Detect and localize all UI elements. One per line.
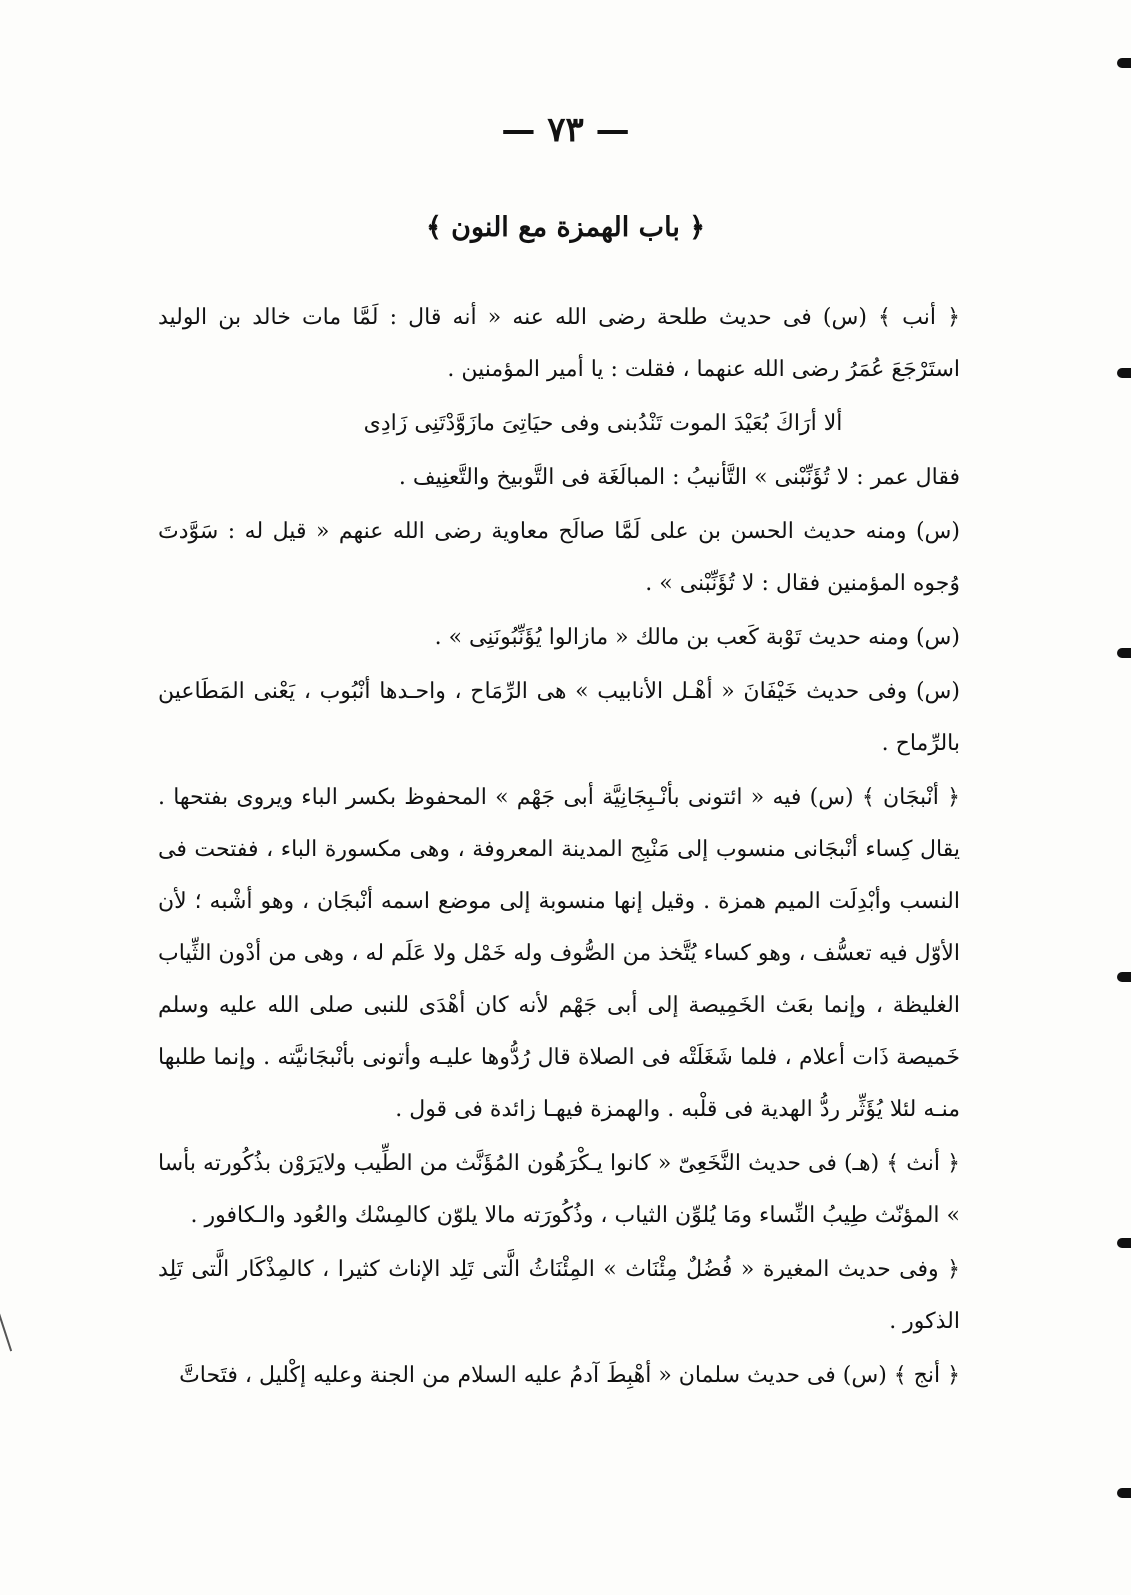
verse-line: ألا أرَاكَ بُعَيْدَ الموت تَنْدُبنى وفى حيَاتِىَ مازَوَّدْتَنِى زَادِى — [363, 411, 843, 436]
paragraph-umar-reply: فقال عمر : لا تُؤَنِّبْنى » التَّأنيبُ : المبالَغَة فى التَّوبيخ والتَّعنِيف . — [398, 465, 960, 490]
scan-edge-mark — [1117, 1488, 1131, 1498]
scan-edge-mark — [1117, 368, 1131, 378]
paragraph-anb: ﴿ أنب ﴾ (س) فى حديث طلحة رضى الله عنه « أنه قال : لَمَّا مات خالد بن الوليد استَرْجَعَ عُمَرُ رضى الله عنهما ، فقلت : يا أمير المؤمنين . — [158, 305, 960, 382]
paragraph-kaab: (س) ومنه حديث تَوْبة كَعب بن مالك « مازالوا يُؤَنِّبُونَنِى » . — [434, 625, 960, 650]
paragraph-anj: ﴿ أنج ﴾ (س) فى حديث سلمان « أهْبِطَ آدمُ عليه السلام من الجنة وعليه إكْليل ، فتَحاتَّ — [179, 1363, 960, 1388]
scan-edge-mark — [1117, 58, 1131, 68]
paragraph-khayfan: (س) وفى حديث خَيْفَانَ « أهْـل الأنابيب » هى الرِّمَاح ، واحـدها أنْبُوب ، يَعْنى المَطَاعين بالرِّماح . — [158, 679, 960, 756]
body-text — [158, 292, 988, 1404]
scan-edge-mark — [1117, 648, 1131, 658]
margin-tick — [0, 1313, 12, 1352]
paragraph-mughira: ﴿ وفى حديث المغيرة « فُضُلٌ مِئْنَاث » المِئْنَاثُ الَّتى تَلِد الإناث كثيرا ، كالمِذْكَار الَّتى تَلِد الذكور . — [158, 1257, 960, 1334]
paragraph-anbijan: ﴿ أنْبجَان ﴾ (س) فيه « ائتونى بأنْـبِجَانِيَّة أبى جَهْم » المحفوظ بكسر الباء ويروى بفتحها . يقال كِساء أنْبجَانى منسوب إلى مَنْبِج المدينة المعروفة ، وهى مكسورة الباء ، ففتحت فى النسب وأبْدِلَت الميم همزة . وقيل إنها منسوبة إلى موضع اسمه أنْبجَان ، وهو أشْبه ؛ لأن الأوّل فيه تعسُّف ، وهو كساء يُتَّخذ من الصُّوف وله خَمْل ولا عَلَم له ، وهى من أدْون الثِّياب الغليظة ، وإنما بعَث الخَمِيصة إلى أبى جَهْم لأنه كان أهْدَى للنبى صلى الله عليه وسلم خَميصة ذَات أعلام ، فلما شَغَلَتْه فى الصلاة قال رُدُّوها عليـه وأتونى بأنْبجَانيَّته . وإنما طلبها منـه لئلا يُؤَثِّر ردُّ الهدية فى قلْبه . والهمزة فيهـا زائدة فى قول . — [158, 785, 960, 1122]
paragraph-hasan: (س) ومنه حديث الحسن بن على لَمَّا صالَح معاوية رضى الله عنهم « قيل له : سَوَّدتَ وُجوه المؤمنين فقال : لا تُؤَنِّبْنى » . — [158, 519, 960, 596]
page-number: — ٧٣ — — [501, 110, 630, 150]
chapter-title: ﴿ باب الهمزة مع النون ﴾ — [425, 212, 706, 243]
paragraph-anth: ﴿ أنث ﴾ (هـ) فى حديث النَّخَعِىّ « كانوا يـكْرَهُون المُؤَنَّث من الطِّيب ولايَرَوْن بذُكُورته بأسا » المؤنّث طِيبُ النِّساء ومَا يُلوِّن الثياب ، وذُكُورَته مالا يلوّن كالمِسْك والعُود والـكافور . — [158, 1151, 960, 1228]
scan-edge-mark — [1117, 972, 1131, 982]
scan-edge-mark — [1117, 1238, 1131, 1248]
